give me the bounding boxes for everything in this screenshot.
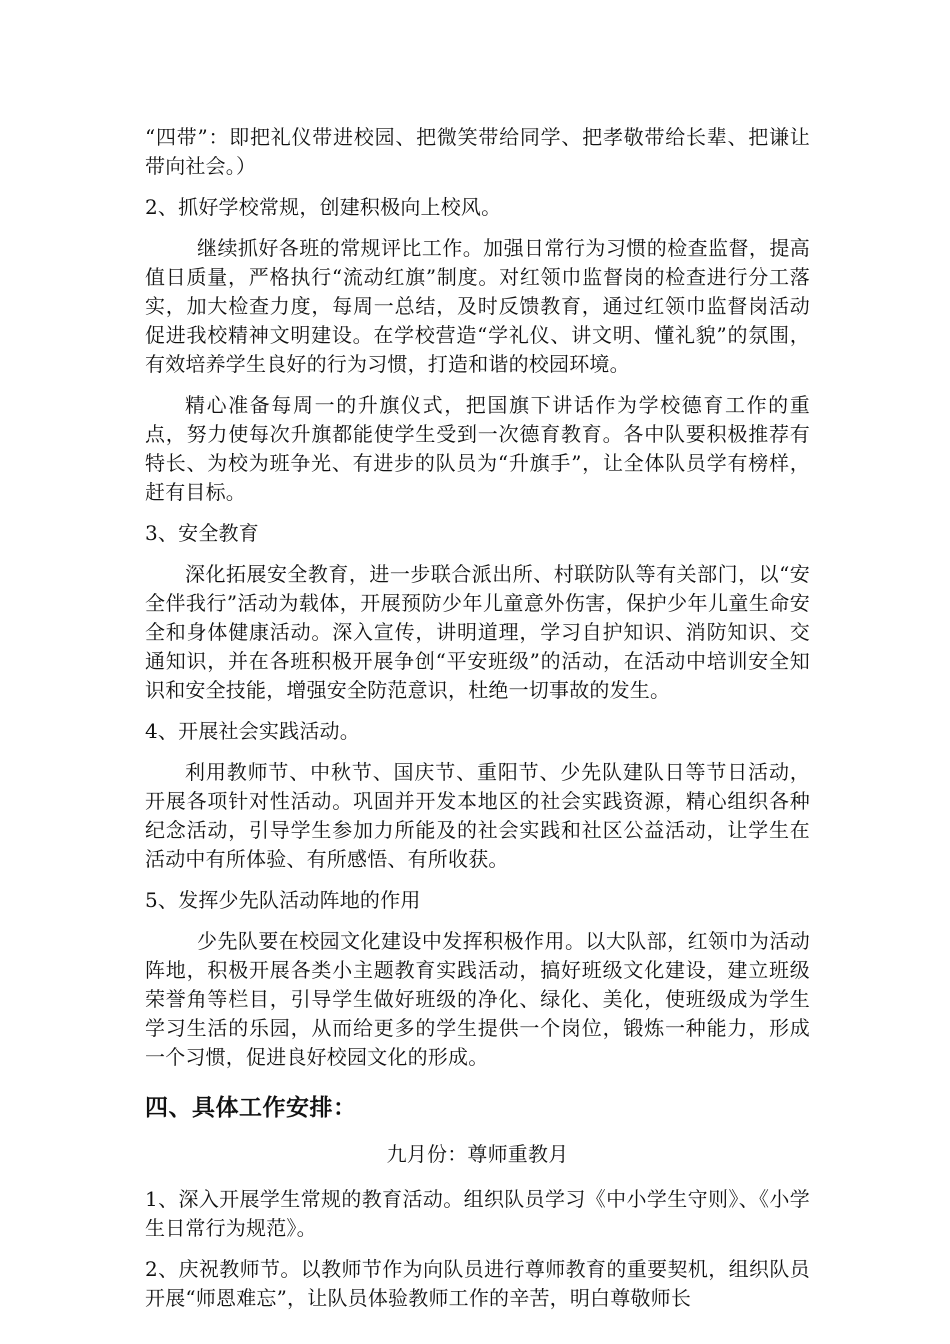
safety-education-paragraph: 深化拓展安全教育，进一步联合派出所、村联防队等有关部门，以“安全伴我行”活动为载体，开展预防少年儿童意外伤害，保护少年儿童生命安全和身体健康活动。深入宣传，讲明道理，学习自护知识、消防知识、交通知识，并在各班积极开展争创“平安班级”的活动，在活动中培训安全知识和安全技能，增强安全防范意识，杜绝一切事故的发生。 — [145, 562, 810, 702]
routine-evaluation-paragraph: 继续抓好各班的常规评比工作。加强日常行为习惯的检查监督，提高值日质量，严格执行“流动红旗”制度。对红领巾监督岗的检查进行分工落实，加大检查力度，每周一总结，及时反馈教育，通过红领巾监督岗活动促进我校精神文明建设。在学校营造“学礼仪、讲文明、懂礼貌”的氛围，有效培养学生良好的行为习惯，打造和谐的校园环境。 — [145, 236, 810, 376]
document-body — [145, 123, 810, 1325]
flag-raising-paragraph: 精心准备每周一的升旗仪式，把国旗下讲话作为学校德育工作的重点，努力使每次升旗都能使学生受到一次德育教育。各中队要积极推荐有特长、为校为班争光、有进步的队员为“升旗手”，让全体队员学有榜样，赶有目标。 — [145, 393, 810, 504]
routine-education-item: 1、深入开展学生常规的教育活动。组织队员学习《中小学生守则》、《小学生日常行为规范》。 — [145, 1187, 810, 1240]
social-practice-heading: 4、开展社会实践活动。 — [145, 719, 360, 743]
work-arrangement-heading: 四、具体工作安排： — [145, 1095, 357, 1121]
school-routine-heading: 2、抓好学校常规，创建积极向上校风。 — [145, 195, 502, 219]
teachers-day-item: 2、庆祝教师节。以教师节作为向队员进行尊师教育的重要契机，组织队员开展“师恩难忘”，让队员体验教师工作的辛苦，明白尊敬师长 — [145, 1257, 810, 1310]
september-title: 九月份：尊师重教月 — [386, 1142, 569, 1166]
safety-education-heading: 3、安全教育 — [145, 521, 259, 545]
young-pioneers-paragraph: 少先队要在校园文化建设中发挥积极作用。以大队部，红领巾为活动阵地，积极开展各类小主题教育实践活动，搞好班级文化建设，建立班级荣誉角等栏目，引导学生做好班级的净化、绿化、美化，使班级成为学生学习生活的乐园，从而给更多的学生提供一个岗位，锻炼一种能力，形成一个习惯，促进良好校园文化的形成。 — [145, 929, 810, 1069]
social-practice-paragraph: 利用教师节、中秋节、国庆节、重阳节、少先队建队日等节日活动，开展各项针对性活动。巩固并开发本地区的社会实践资源，精心组织各种纪念活动，引导学生参加力所能及的社会实践和社区公益活动，让学生在活动中有所体验、有所感悟、有所收获。 — [145, 760, 810, 871]
young-pioneers-heading: 5、发挥少先队活动阵地的作用 — [145, 888, 421, 912]
four-belts-paragraph: “四带”：即把礼仪带进校园、把微笑带给同学、把孝敬带给长辈、把谦让带向社会。） — [145, 125, 810, 178]
